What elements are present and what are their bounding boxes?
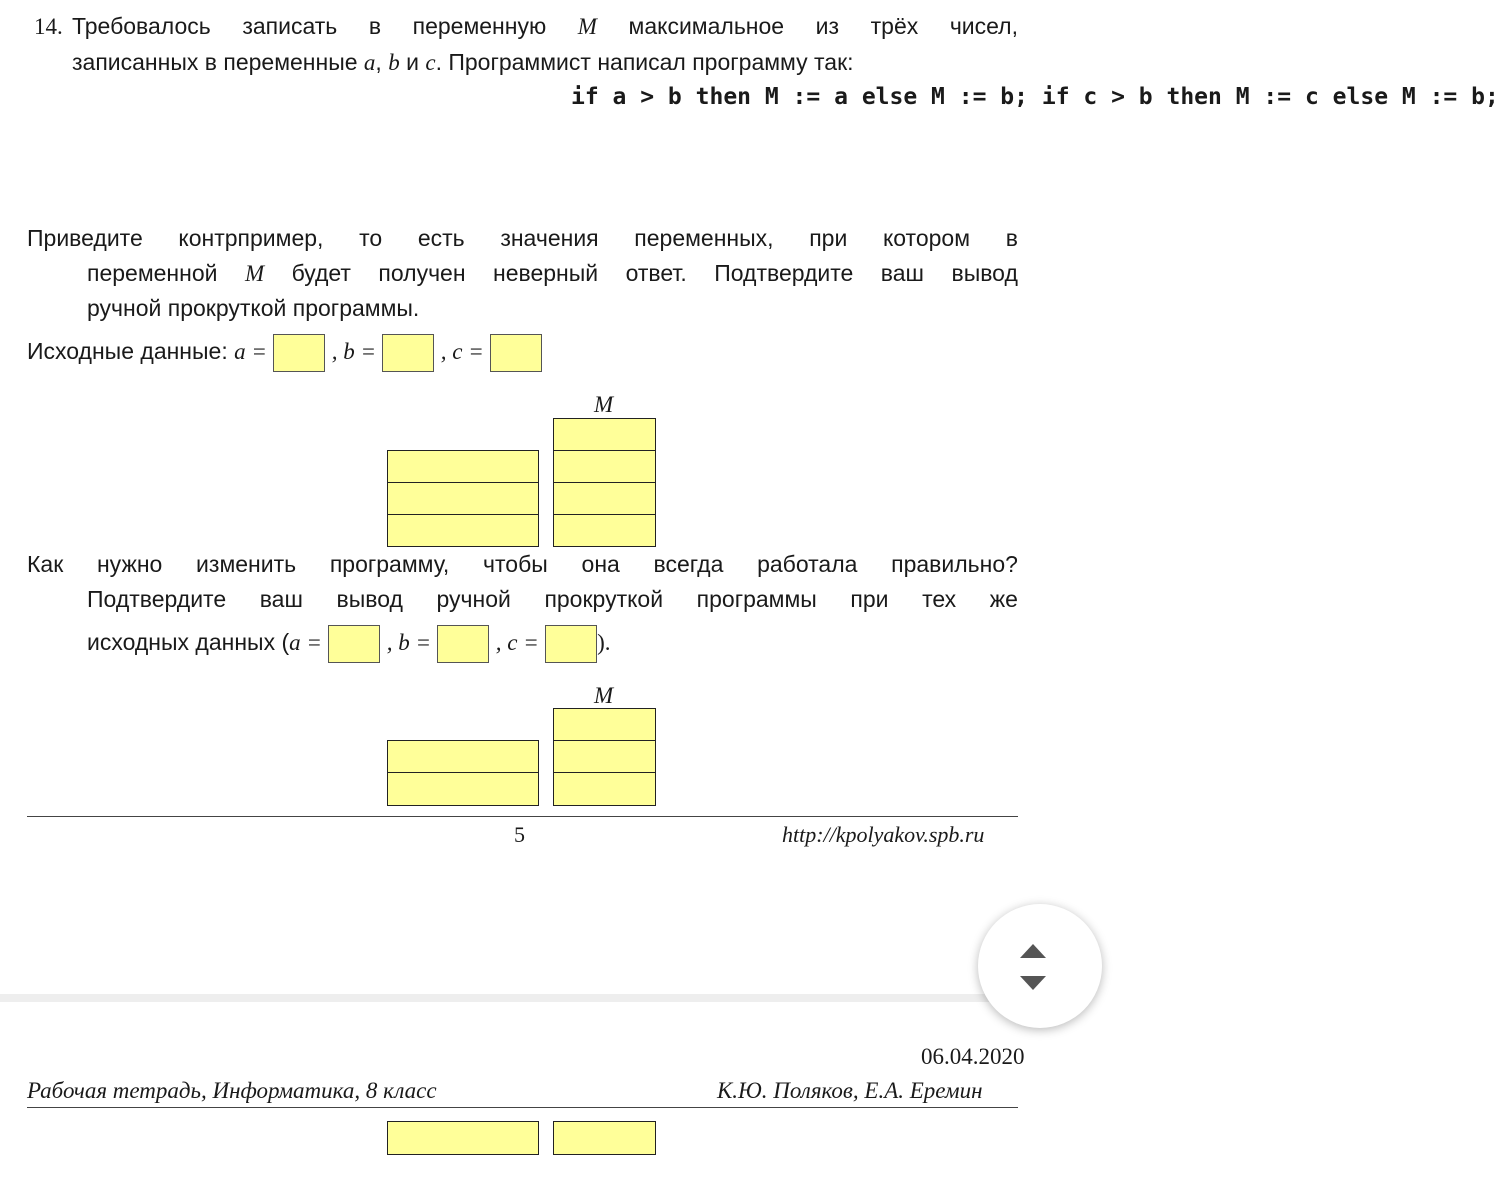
footer-url[interactable]: http://kpolyakov.spb.ru [782,822,985,847]
footer-divider [27,816,1018,817]
table1-m-cell[interactable] [553,514,656,547]
input-c[interactable] [490,334,542,372]
table1-header-m: M [594,392,614,417]
table1-left-cell[interactable] [387,514,539,547]
counterexample-line-2: переменной M будет получен неверный ответ. Подтвердите ваш вывод [87,260,1018,286]
code-line: else M := b; [1332,84,1499,110]
task-number: 14. [34,14,63,39]
input-a[interactable] [273,334,325,372]
table1-left-cell[interactable] [387,482,539,516]
fix-line-1: Как нужно изменить программу, чтобы она всегда работала правильно? [27,551,1018,577]
initial-data-row: Исходные данные: a = , b = , c = [27,331,542,372]
table2-header-m: M [594,683,614,708]
fix-input-a[interactable] [328,625,380,663]
table1-m-cell[interactable] [553,450,656,484]
initial-data-label: Исходные данные: [27,338,228,364]
counterexample-line-3: ручной прокруткой программы. [87,295,420,321]
code-line: if c > b then M := c [1041,84,1319,110]
table1-m-cell[interactable] [553,418,656,452]
running-authors: К.Ю. Поляков, Е.А. Еремин [717,1078,983,1103]
table2-m-cell[interactable] [553,740,656,774]
page-separator [0,994,1057,1002]
page-date: 06.04.2020 [921,1044,1025,1069]
scroll-button[interactable] [978,904,1102,1028]
fix-input-c[interactable] [545,625,597,663]
code-line: if a > b then M := a [571,84,848,110]
fix-line-3: исходных данных (a = , b = , c = ). [87,622,611,663]
table2-m-cell[interactable] [553,772,656,806]
scroll-down-icon[interactable] [1020,976,1046,990]
running-title: Рабочая тетрадь, Информатика, 8 класс [27,1078,437,1103]
header-divider [27,1107,1018,1108]
fix-line-2: Подтвердите ваш вывод ручной прокруткой программы при тех же [87,586,1018,612]
next-table-left-cell[interactable] [387,1121,539,1155]
fix-input-b[interactable] [437,625,489,663]
table1-m-cell[interactable] [553,482,656,516]
task-line-1: Требовалось записать в переменную M максимальное из трёх чисел, [72,13,1018,39]
table1-left-cell[interactable] [387,450,539,484]
table2-left-cell[interactable] [387,740,539,774]
code-line: else M := b; [861,84,1028,110]
input-b[interactable] [382,334,434,372]
scroll-up-icon[interactable] [1020,944,1046,958]
next-table-m-cell[interactable] [553,1121,656,1155]
counterexample-line-1: Приведите контрпример, то есть значения переменных, при котором в [27,225,1018,251]
code-block [571,80,1499,115]
page-number: 5 [514,822,525,847]
table2-m-cell[interactable] [553,708,656,742]
task-line-2: записанных в переменные a, b и c. Программист написал программу так: [72,49,854,75]
table2-left-cell[interactable] [387,772,539,806]
